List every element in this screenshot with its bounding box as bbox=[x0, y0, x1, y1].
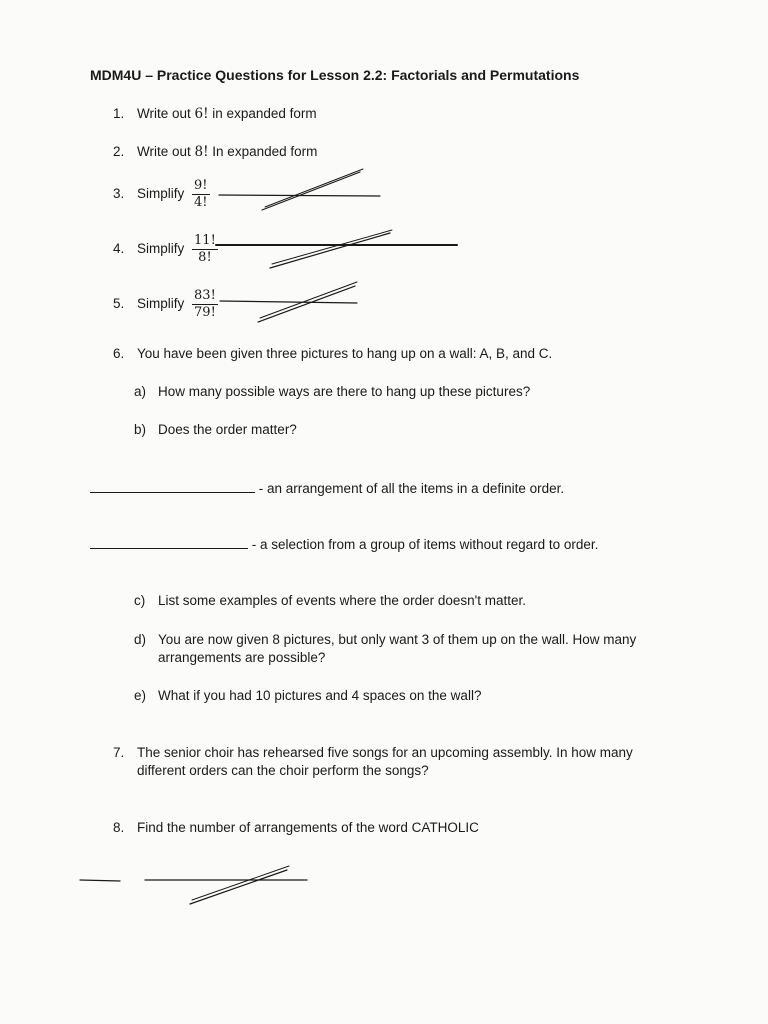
pen-stroke bbox=[262, 172, 360, 210]
question-number: 5. bbox=[113, 296, 125, 312]
sub-question-label: c) bbox=[134, 593, 146, 608]
page-title: MDM4U – Practice Questions for Lesson 2.2: Factorials and Permutations bbox=[90, 67, 580, 83]
question-label: Simplify bbox=[137, 296, 185, 312]
definition-text: - a selection from a group of items without regard to order. bbox=[251, 537, 599, 552]
sub-question-label: e) bbox=[134, 688, 147, 703]
definition-text: - an arrangement of all the items in a definite order. bbox=[258, 481, 565, 496]
question-number: 2. bbox=[113, 144, 125, 159]
answer-line bbox=[220, 301, 357, 303]
factorial-expression: 6! bbox=[194, 106, 209, 122]
sub-question-label: d) bbox=[134, 632, 147, 647]
sub-question-label: a) bbox=[134, 384, 147, 399]
sub-question-text: You are now given 8 pictures, but only want 3 of them up on the wall. How many arrangements are possible? bbox=[158, 632, 637, 665]
numerator: 11! bbox=[194, 233, 216, 248]
question-text: Write out bbox=[137, 144, 195, 159]
pen-stroke bbox=[192, 866, 289, 900]
question-text: Find the number of arrangements of the word CATHOLIC bbox=[137, 820, 479, 835]
denominator: 79! bbox=[194, 305, 216, 320]
question-number: 4. bbox=[113, 241, 125, 257]
sub-question-text: What if you had 10 pictures and 4 spaces on the wall? bbox=[158, 688, 482, 703]
pen-stroke bbox=[260, 282, 357, 318]
pen-stroke bbox=[190, 870, 287, 904]
sub-question-text: Does the order matter? bbox=[158, 422, 297, 437]
question-label: Simplify bbox=[137, 241, 185, 257]
sub-question-label: b) bbox=[134, 422, 147, 437]
question-number: 7. bbox=[113, 745, 125, 760]
question-number: 6. bbox=[113, 346, 125, 361]
pen-stroke bbox=[270, 233, 390, 268]
factorial-expression: 8! bbox=[194, 144, 209, 160]
numerator: 83! bbox=[194, 288, 216, 303]
question-text: Write out bbox=[137, 106, 195, 121]
denominator: 8! bbox=[192, 249, 218, 266]
sub-question-text: How many possible ways are there to hang up these pictures? bbox=[158, 384, 531, 399]
question-text-end: in expanded form bbox=[208, 106, 317, 121]
denominator: 4! bbox=[194, 195, 208, 210]
question-number: 8. bbox=[113, 820, 125, 835]
sub-question-text: List some examples of events where the order doesn't matter. bbox=[158, 593, 527, 608]
question-text: The senior choir has rehearsed five songs for an upcoming assembly. In how many different orders can the choir perform the songs? bbox=[137, 745, 633, 778]
question-text: You have been given three pictures to hang up on a wall: A, B, and C. bbox=[137, 346, 553, 361]
pen-stroke bbox=[265, 169, 363, 207]
question-text-end: In expanded form bbox=[208, 144, 318, 159]
numerator: 9! bbox=[194, 178, 208, 193]
question-number: 3. bbox=[113, 186, 125, 202]
question-label: Simplify bbox=[137, 186, 185, 202]
pen-stroke bbox=[258, 286, 355, 322]
pen-stroke bbox=[272, 230, 392, 264]
pen-stroke bbox=[80, 880, 120, 881]
question-number: 1. bbox=[113, 106, 125, 121]
